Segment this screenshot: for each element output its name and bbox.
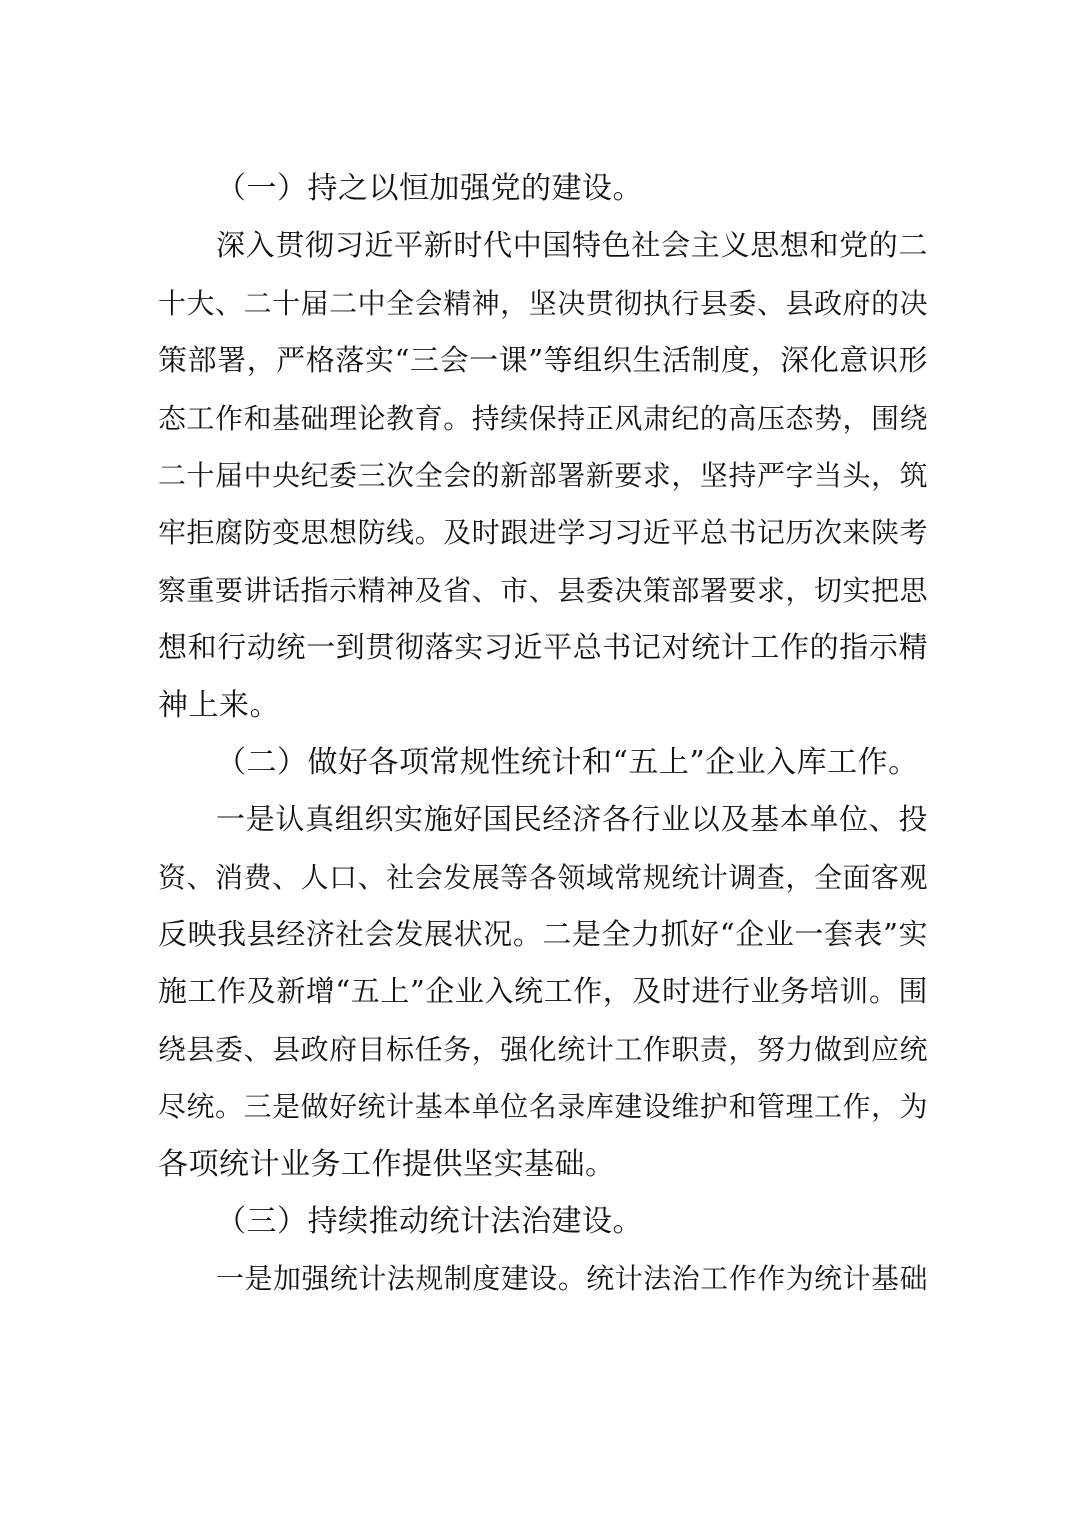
document-page: [158, 160, 928, 1308]
paragraph-line: 资、消费、人口、社会发展等各领域常规统计调查，全面客观: [158, 860, 928, 894]
paragraph-line: 十大、二十届二中全会精神，坚决贯彻执行县委、县政府的决: [158, 286, 928, 320]
paragraph-line: 各项统计业务工作提供坚实基础。: [158, 1146, 616, 1182]
paragraph-line: 二十届中央纪委三次全会的新部署新要求，坚持严字当头，筑: [158, 458, 928, 492]
paragraph-line: 深入贯彻习近平新时代中国特色社会主义思想和党的二: [216, 228, 928, 263]
paragraph-line: 牢拒腐防变思想防线。及时跟进学习习近平总书记历次来陕考: [158, 516, 928, 550]
paragraph-line: 一是认真组织实施好国民经济各行业以及基本单位、投: [216, 802, 928, 837]
paragraph-line: 策部署，严格落实“三会一课”等组织生活制度，深化意识形: [158, 343, 928, 378]
paragraph-line: 施工作及新增“五上”企业入统工作，及时进行业务培训。围: [158, 974, 928, 1009]
paragraph-line: 想和行动统一到贯彻落实习近平总书记对统计工作的指示精: [158, 630, 928, 665]
paragraph-line: 态工作和基础理论教育。持续保持正风肃纪的高压态势，围绕: [158, 401, 928, 435]
paragraph-line: 察重要讲话指示精神及省、市、县委决策部署要求，切实把思: [158, 573, 928, 607]
section-heading-2: （二）做好各项常规性统计和“五上”企业入库工作。: [216, 744, 919, 780]
paragraph-line: 反映我县经济社会发展状况。二是全力抓好“企业一套表”实: [158, 917, 928, 952]
paragraph-line: 一是加强统计法规制度建设。统计法治工作作为统计基础: [216, 1262, 928, 1296]
paragraph-line: 尽统。三是做好统计基本单位名录库建设维护和管理工作，为: [158, 1090, 928, 1124]
section-heading-1: （一）持之以恒加强党的建设。: [216, 171, 643, 206]
paragraph-line: 绕县委、县政府目标任务，强化统计工作职责，努力做到应统: [158, 1032, 928, 1066]
section-heading-3: （三）持续推动统计法治建设。: [216, 1204, 643, 1240]
paragraph-line: 神上来。: [158, 687, 280, 723]
